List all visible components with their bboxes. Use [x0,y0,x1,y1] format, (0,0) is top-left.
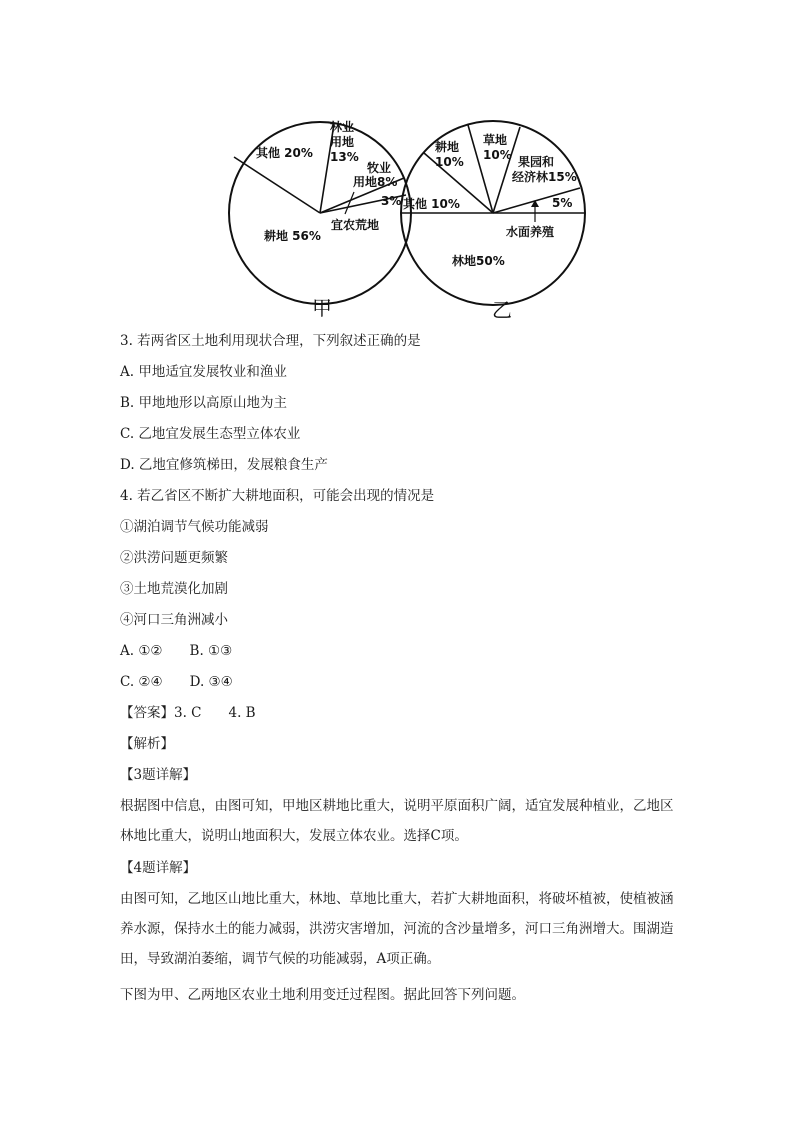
pie-yi-label-orchard-line2: 经济林15% [512,170,577,184]
question-3-option-c: C. 乙地宜发展生态型立体农业 [120,426,301,442]
question-4-options-cd: C. ②④ D. ③④ [120,674,233,690]
analysis-heading: 【解析】 [120,736,174,752]
pie-jia-label-cultivated: 耕地 56% [264,229,321,243]
pie-jia-label-other: 其他 20% [256,146,313,160]
question-4-options-ab: A. ①② B. ①③ [120,643,233,659]
pie-yi-label-forest: 林地50% [452,254,505,268]
pie-jia-label-forest-line1: 林业 [330,120,355,134]
pie-yi-label-cultivated-line2: 10% [435,155,464,169]
question-4-item-2: ②洪涝问题更频繁 [120,550,228,566]
pie-jia [229,119,411,320]
pie-jia-divider-other-forest [234,157,320,213]
pie-jia-label-suitable-pct: 3% [381,194,402,208]
detail-3-heading: 【3题详解】 [120,767,197,783]
pie-yi-label-other: 其他 10% [403,197,460,211]
pie-jia-label-forest-line3: 13% [330,150,359,164]
next-question-intro: 下图为甲、乙两地区农业土地利用变迁过程图。据此回答下列问题。 [120,987,525,1003]
question-3-stem: 3. 若两省区土地利用现状合理，下列叙述正确的是 [120,333,421,349]
detail-4-text: 由图可知，乙地区山地比重大，林地、草地比重大，若扩大耕地面积，将破坏植被，使植被涵养水源，保持水土的能力减弱，洪涝灾害增加，河流的含沙量增多，河口三角洲增大。围湖造田，导致湖泊萎缩，调节气候的功能减弱，A项正确。 [120,891,674,967]
pie-jia-caption: 甲 [312,296,332,320]
pie-yi-label-cultivated-line1: 耕地 [435,140,460,154]
question-4-item-4: ④河口三角洲减小 [120,612,228,628]
pie-yi-label-water-callout: 水面养殖 [506,225,555,239]
pie-yi [401,121,585,322]
pie-yi-caption: 乙 [492,298,512,322]
pie-jia-label-forest-line2: 用地 [330,135,355,149]
pie-jia-label-grazing-line1: 牧业 [367,161,392,175]
pie-yi-label-grass-line1: 草地 [483,133,508,147]
question-3-option-d: D. 乙地宜修筑梯田，发展粮食生产 [120,457,328,473]
question-3-option-a: A. 甲地适宜发展牧业和渔业 [120,364,287,380]
pie-jia-label-suitable-callout: 宜农荒地 [331,218,380,232]
pie-yi-label-orchard-line1: 果园和 [518,155,555,169]
question-4-stem: 4. 若乙省区不断扩大耕地面积，可能会出现的情况是 [120,488,435,504]
detail-4-heading: 【4题详解】 [120,860,197,876]
pie-jia-label-grazing-line2: 用地8% [353,175,398,189]
pie-jia-callout-arrow [345,192,354,214]
answer-line: 【答案】3. C 4. B [120,705,256,721]
land-use-pie-charts [220,100,590,325]
question-4-item-1: ①湖泊调节气候功能减弱 [120,519,269,535]
detail-3-text: 根据图中信息，由图可知，甲地区耕地比重大，说明平原面积广阔，适宜发展种植业，乙地区林地比重大，说明山地面积大，发展立体农业。选择C项。 [120,798,674,844]
question-3-option-b: B. 甲地地形以高原山地为主 [120,395,288,411]
pie-yi-label-grass-line2: 10% [483,148,512,162]
pie-yi-label-water-pct: 5% [552,196,573,210]
question-4-item-3: ③土地荒漠化加剧 [120,581,228,597]
